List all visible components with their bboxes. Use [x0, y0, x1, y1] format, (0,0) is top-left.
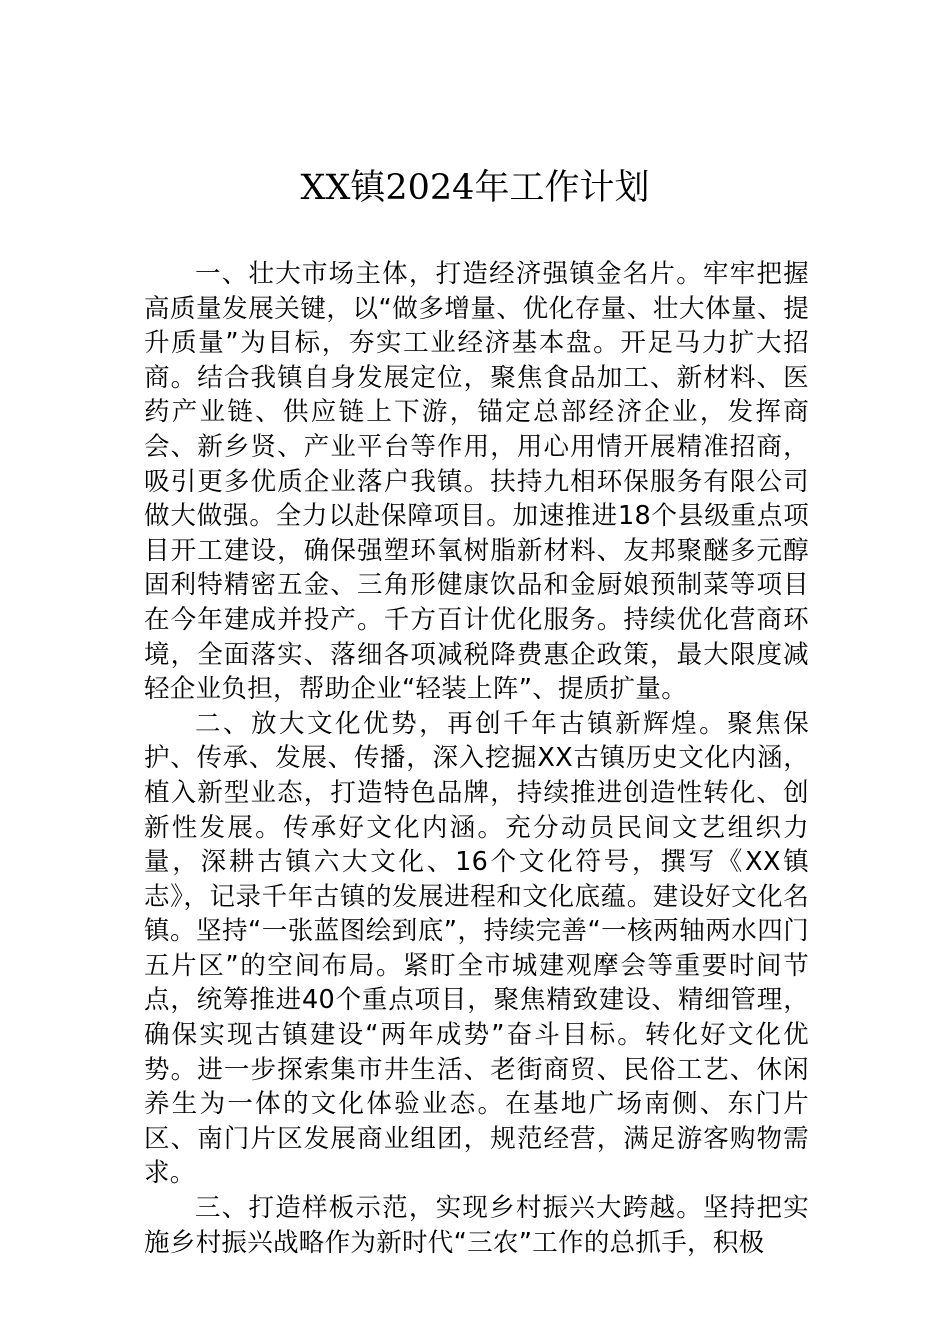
paragraph-2: 二、放大文化优势，再创千年古镇新辉煌。聚焦保护、传承、发展、传播，深入挖掘XX古镇历史文化内涵，植入新型业态，打造特色品牌，持续推进创造性转化、创新性发展。传承好文化内涵。充分动员民间文艺组织力量，深耕古镇六大文化、16个文化符号，撰写《XX镇志》，记录千年古镇的发展进程和文化底蕴。建设好文化名镇。坚持“一张蓝图绘到底”，持续完善“一核两轴两水四门五片区”的空间布局。紧盯全市城建观摩会等重要时间节点，统筹推进40个重点项目，聚焦精致建设、精细管理，确保实现古镇建设“两年成势”奋斗目标。转化好文化优势。进一步探索集市井生活、老街商贸、民俗工艺、休闲养生为一体的文化体验业态。在基地广场南侧、东门片区、南门片区发展商业组团，规范经营，满足游客购物需求。 [144, 708, 809, 1189]
document-title: XX镇2024年工作计划 [300, 168, 650, 208]
paragraph-3: 三、打造样板示范，实现乡村振兴大跨越。坚持把实施乡村振兴战略作为新时代“三农”工作的总抓手，积极 [144, 1193, 809, 1258]
paragraph-1: 一、壮大市场主体，打造经济强镇金名片。牢牢把握高质量发展关键，以“做多增量、优化存量、壮大体量、提升质量”为目标，夯实工业经济基本盘。开足马力扩大招商。结合我镇自身发展定位，聚焦食品加工、新材料、医药产业链、供应链上下游，锚定总部经济企业，发挥商会、新乡贤、产业平台等作用，用心用情开展精准招商，吸引更多优质企业落户我镇。扶持九相环保服务有限公司做大做强。全力以赴保障项目。加速推进18个县级重点项目开工建设，确保强塑环氧树脂新材料、友邦聚醚多元醇固利特精密五金、三角形健康饮品和金厨娘预制菜等项目在今年建成并投产。千方百计优化服务。持续优化营商环境，全面落实、落细各项减税降费惠企政策，最大限度减轻企业负担，帮助企业“轻装上阵”、提质扩量。 [144, 259, 809, 705]
document-body [144, 257, 809, 1260]
